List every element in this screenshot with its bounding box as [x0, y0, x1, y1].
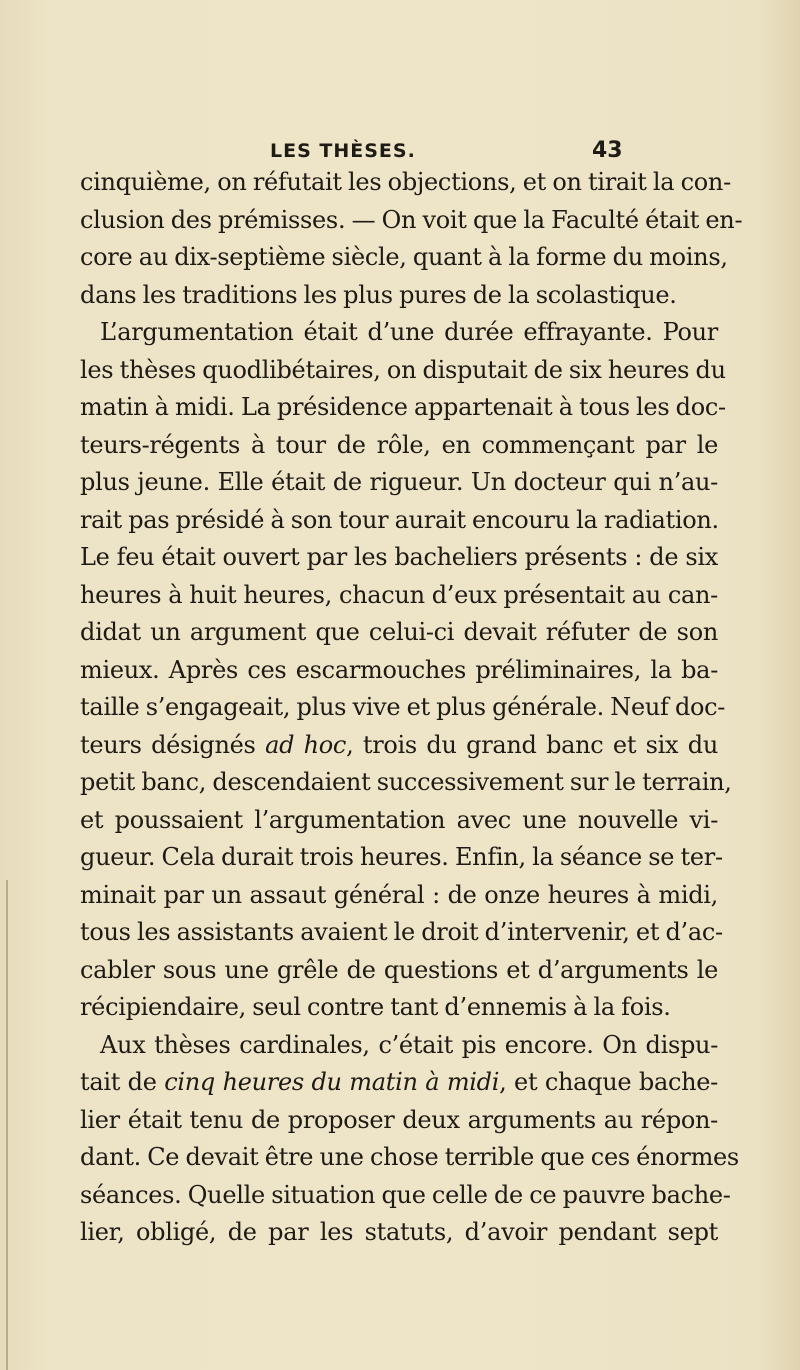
- text-segment: heures à huit heures, chacun d’eux présentait au can-: [80, 580, 718, 609]
- text-segment: gueur. Cela durait trois heures. Enfin, la séance se ter-: [80, 843, 723, 871]
- text-segment: core au dix-septième siècle, quant à la forme du moins,: [80, 243, 728, 271]
- text-segment: Le feu était ouvert par les bacheliers présents : de six: [80, 543, 718, 571]
- text-segment: tait de: [80, 1068, 165, 1096]
- text-segment: les thèses quodlibétaires, on disputait de six heures du: [80, 355, 726, 384]
- text-line: [80, 314, 718, 352]
- text-segment: plus jeune. Elle était de rigueur. Un docteur qui n’au-: [80, 468, 718, 496]
- text-segment: récipiendaire, seul contre tant d’ennemis à la fois.: [80, 993, 671, 1021]
- text-line: [80, 202, 743, 240]
- text-line: [80, 539, 718, 577]
- text-segment: mieux. Après ces escarmouches préliminaires, la ba-: [80, 655, 718, 684]
- text-line: [80, 464, 718, 502]
- text-segment: petit banc, descendaient successivement sur le terrain,: [80, 768, 732, 796]
- page-number: 43: [592, 138, 623, 163]
- text-line: [80, 877, 718, 915]
- text-line: [80, 277, 718, 315]
- running-title: LES THÈSES.: [270, 140, 416, 162]
- text-segment: dans les traditions les plus pures de la scolastique.: [80, 280, 677, 309]
- text-segment: rait pas présidé à son tour aurait encouru la radiation.: [80, 505, 719, 534]
- text-segment: lier, obligé, de par les statuts, d’avoir pendant sept: [80, 1218, 718, 1246]
- text-segment: cinquième, on réfutait les objections, et on tirait la con-: [80, 168, 731, 196]
- text-segment: dant. Ce devait être une chose terrible que ces énormes: [80, 1143, 739, 1171]
- text-segment: , trois du grand banc et six du: [346, 730, 718, 759]
- text-line: [80, 839, 723, 877]
- text-segment: clusion des prémisses. — On voit que la Faculté était en-: [80, 205, 743, 234]
- text-line: [80, 389, 726, 427]
- text-line: [80, 952, 718, 990]
- text-line: [80, 1027, 718, 1065]
- text-segment: cabler sous une grêle de questions et d’arguments le: [80, 955, 718, 984]
- text-line: [80, 577, 718, 615]
- text-segment: matin à midi. La présidence appartenait à tous les doc-: [80, 393, 726, 421]
- text-segment: , et chaque bache-: [499, 1068, 718, 1096]
- text-line: [80, 989, 718, 1027]
- text-line: [80, 1064, 718, 1102]
- text-line: [80, 914, 723, 952]
- text-line: [80, 652, 718, 690]
- text-segment: teurs-régents à tour de rôle, en commençant par le: [80, 430, 718, 459]
- text-line: [80, 502, 718, 540]
- text-segment: didat un argument que celui-ci devait réfuter de son: [80, 618, 718, 646]
- text-line: [80, 1214, 718, 1252]
- page-edge-shadow: [6, 880, 8, 1370]
- text-segment: L’argumentation était d’une durée effrayante. Pour: [100, 318, 718, 346]
- text-line: [80, 352, 726, 390]
- text-line: [80, 689, 726, 727]
- text-segment: séances. Quelle situation que celle de ce pauvre bache-: [80, 1180, 731, 1209]
- italic-phrase: ad hoc: [265, 730, 347, 759]
- text-line: [80, 164, 731, 202]
- text-line: [80, 727, 718, 765]
- text-segment: Aux thèses cardinales, c’était pis encore. On dispu-: [100, 1030, 718, 1059]
- text-segment: taille s’engageait, plus vive et plus générale. Neuf doc-: [80, 693, 726, 721]
- italic-phrase: cinq heures du matin à midi: [164, 1068, 500, 1096]
- body-text: [80, 164, 743, 1252]
- text-segment: lier était tenu de proposer deux arguments au répon-: [80, 1105, 718, 1134]
- text-line: [80, 1102, 718, 1140]
- text-segment: et poussaient l’argumentation avec une nouvelle vi-: [80, 805, 718, 834]
- text-line: [80, 427, 718, 465]
- text-line: [80, 764, 732, 802]
- text-line: [80, 802, 718, 840]
- text-segment: teurs désignés: [80, 730, 266, 759]
- text-line: [80, 1177, 731, 1215]
- text-line: [80, 1139, 739, 1177]
- text-line: [80, 239, 728, 277]
- text-line: [80, 614, 718, 652]
- text-segment: tous les assistants avaient le droit d’intervenir, et d’ac-: [80, 918, 723, 946]
- text-segment: minait par un assaut général : de onze heures à midi,: [80, 880, 718, 909]
